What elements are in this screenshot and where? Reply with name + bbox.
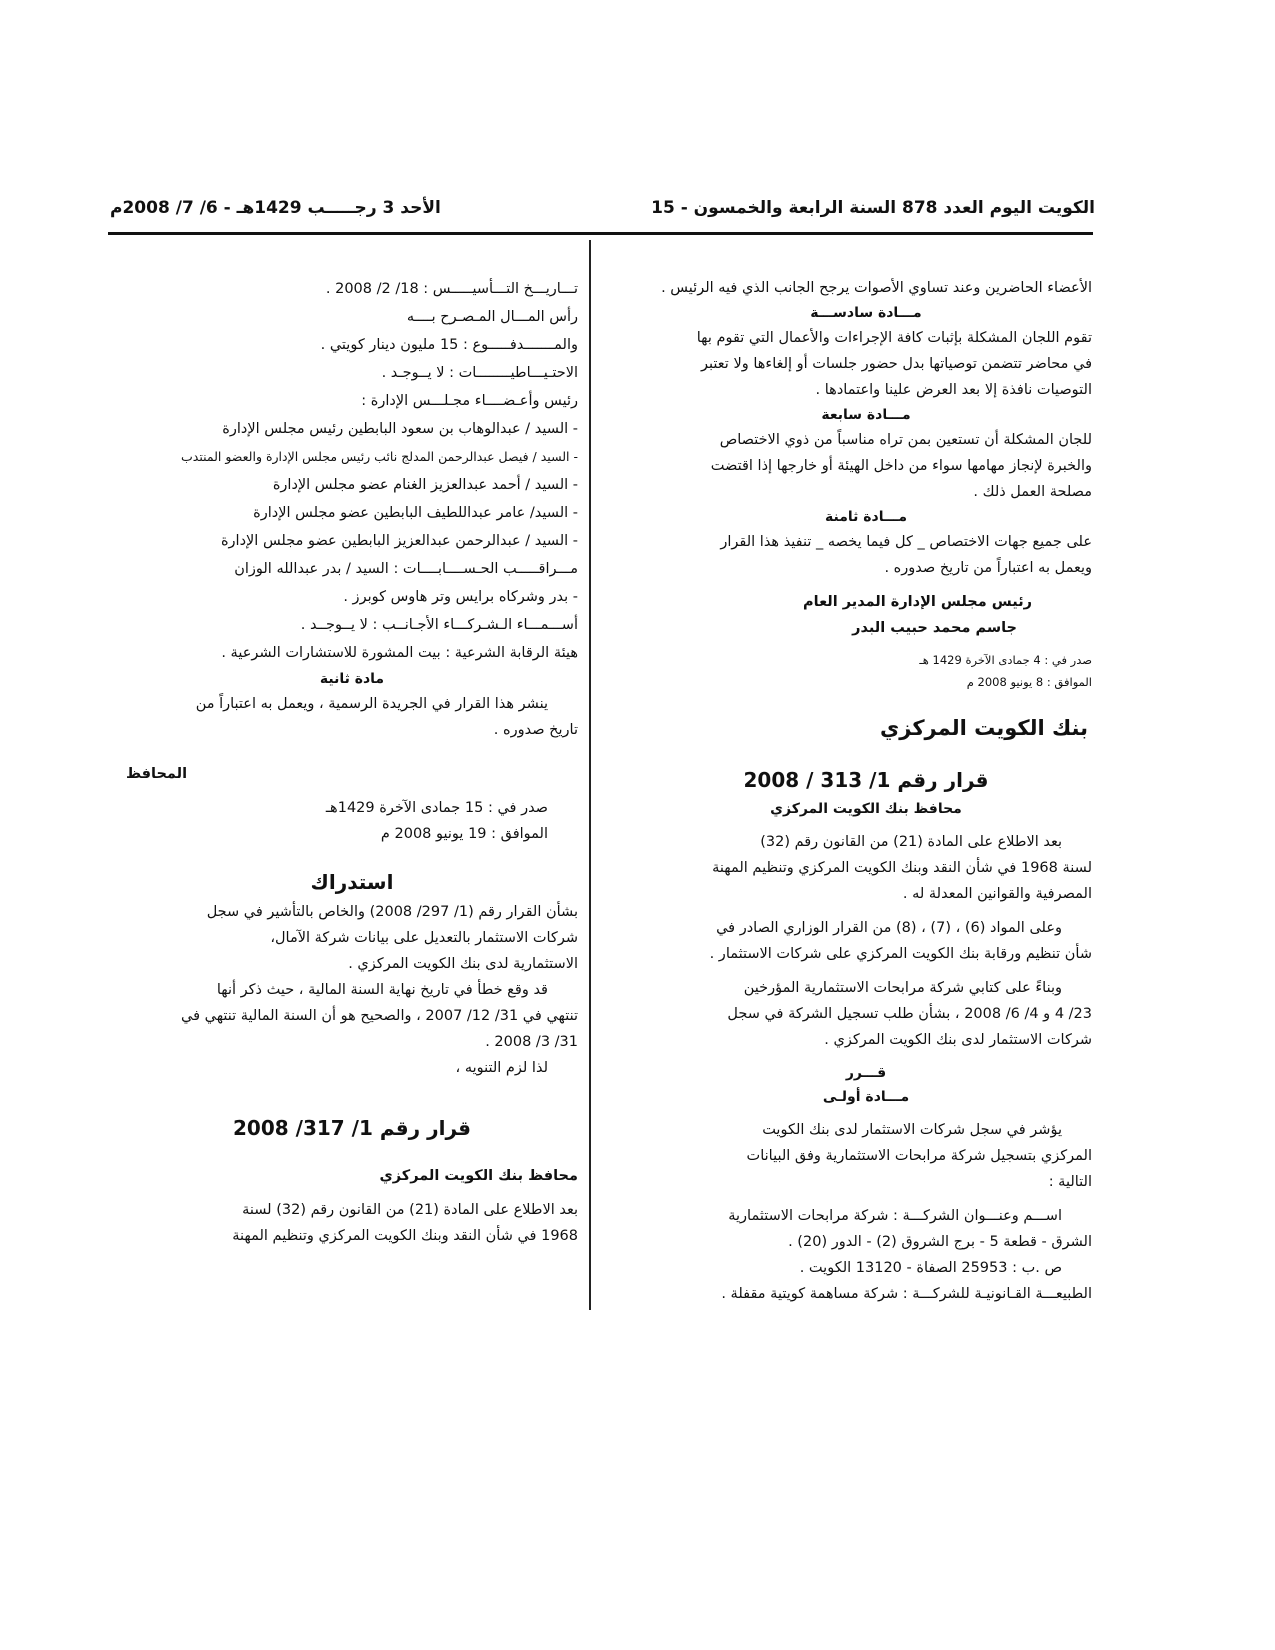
right-column <box>640 275 1092 1307</box>
article-heading: مـــادة سادســـة <box>810 305 922 321</box>
signature-title: رئيس مجلس الإدارة المدير العام <box>803 594 1032 610</box>
text-line: الاحتـيـــاطيــــــــات : لا يــوجـد . <box>381 365 578 381</box>
text-line: ينشر هذا القرار في الجريدة الرسمية ، ويعمل به اعتباراً من <box>195 696 548 712</box>
text-line: رئيس وأعـضــــاء مجـلـــس الإدارة : <box>361 393 578 409</box>
issuer-heading: محافظ بنك الكويت المركزي <box>379 1168 578 1184</box>
text-line: 1968 في شأن النقد وبنك الكويت المركزي وتنظيم المهنة <box>232 1228 578 1244</box>
text-line: بعد الاطلاع على المادة (21) من القانون رقم (32) <box>760 834 1062 850</box>
text-line: لذا لزم التنويه ، <box>455 1060 548 1076</box>
text-line: شركات الاستثمار بالتعديل على بيانات شركة الآمال، <box>270 930 578 946</box>
text-line: رأس المـــال المـصـرح بــــه <box>406 309 578 325</box>
text-line: وبناءً على كتابي شركة مرابحات الاستثمارية المؤرخين <box>743 980 1062 996</box>
decision-verb: قـــرر <box>845 1065 887 1081</box>
left-column <box>126 275 578 1249</box>
text-line: والخبرة لإنجاز مهامها سواء من داخل الهيئة أو خارجها إذا اقتضت <box>710 458 1092 474</box>
correction-title: استدراك <box>310 870 394 894</box>
text-line: المصرفية والقوانين المعدلة له . <box>902 886 1092 902</box>
issuer-heading: محافظ بنك الكويت المركزي <box>770 801 962 817</box>
text-line: مصلحة العمل ذلك . <box>973 484 1092 500</box>
header-rule-left <box>108 232 588 235</box>
text-line: الأعضاء الحاضرين وعند تساوي الأصوات يرجح الجانب الذي فيه الرئيس . <box>661 280 1092 296</box>
text-line: على جميع جهات الاختصاص _ كل فيما يخصه _ تنفيذ هذا القرار <box>720 534 1092 550</box>
column-divider <box>589 240 591 1310</box>
board-member: - السيد / عبدالرحمن عبدالعزيز البابطين عضو مجلس الإدارة <box>220 533 578 549</box>
text-line: 31/ 3/ 2008 . <box>485 1034 578 1050</box>
text-line: الطبيعـــة القـانونيـة للشركـــة : شركة مساهمة كويتية مقفلة . <box>721 1286 1092 1302</box>
text-line: تنتهي في 31/ 12/ 2007 ، والصحيح هو أن السنة المالية تنتهي في <box>180 1008 578 1024</box>
section-title: بنك الكويت المركزي <box>880 716 1088 740</box>
text-line: التالية : <box>1048 1174 1092 1190</box>
text-line: تـــاريـــخ التـــأسيـــــس : 18/ 2/ 2008 . <box>325 281 578 297</box>
text-line: ص .ب : 25953 الصفاة - 13120 الكويت . <box>799 1260 1062 1276</box>
text-line: الاستثمارية لدى بنك الكويت المركزي . <box>348 956 578 972</box>
board-member: - السيد / فيصل عبدالرحمن المدلج نائب رئيس مجلس الإدارة والعضو المنتدب <box>181 449 578 464</box>
board-member: - السيد/ عامر عبداللطيف البابطين عضو مجلس الإدارة <box>253 505 578 521</box>
auditor-line: - بدر وشركاه برايس وتر هاوس كوبرز . <box>343 589 578 605</box>
header-rule-right <box>588 232 1093 235</box>
text-line: قد وقع خطأ في تاريخ نهاية السنة المالية ، حيث ذكر أنها <box>216 982 548 998</box>
text-line: الشرق - قطعة 5 - برج الشروق (2) - الدور (20) . <box>788 1234 1092 1250</box>
text-line: ويعمل به اعتباراً من تاريخ صدوره . <box>884 560 1092 576</box>
text-line: بشأن القرار رقم (1/ 297/ 2008) والخاص بالتأشير في سجل <box>206 904 578 920</box>
issue-date-gregorian: الموافق : 19 يونيو 2008 م <box>380 826 548 842</box>
article-heading: مـــادة ثامنة <box>825 509 907 525</box>
text-line: 23/ 4 و 4/ 6/ 2008 ، بشأن طلب تسجيل الشركة في سجل <box>727 1006 1092 1022</box>
text-line: في محاضر تتضمن توصياتها بدل حضور جلسات أو إلغاءها ولا تعتبر <box>701 356 1092 372</box>
board-member: - السيد / عبدالوهاب بن سعود البابطين رئيس مجلس الإدارة <box>222 421 578 437</box>
page-header-issue: الكويت اليوم العدد 878 السنة الرابعة والخمسون - 15 <box>651 198 1095 218</box>
auditor-line: مـــراقـــــب الحـســــابــــات : السيد / بدر عبدالله الوزان <box>234 561 578 577</box>
text-line: يؤشر في سجل شركات الاستثمار لدى بنك الكويت <box>762 1122 1062 1138</box>
page-header-date: الأحد 3 رجـــــب 1429هـ - 6/ 7/ 2008م <box>110 198 441 218</box>
text-line: شركات الاستثمار لدى بنك الكويت المركزي . <box>824 1032 1092 1048</box>
text-line: تاريخ صدوره . <box>493 722 578 738</box>
decision-title: قرار رقم 1/ 317/ 2008 <box>232 1116 472 1140</box>
issue-date: صدر في : 15 جمادى الآخرة 1429هـ <box>325 800 548 816</box>
signature-name: جاسم محمد حبيب البدر <box>852 620 1017 636</box>
text-line: شأن تنظيم ورقابة بنك الكويت المركزي على شركات الاستثمار . <box>709 946 1092 962</box>
issue-date-gregorian: الموافق : 8 يونيو 2008 م <box>966 675 1092 689</box>
text-line: لسنة 1968 في شأن النقد وبنك الكويت المركزي وتنظيم المهنة <box>712 860 1092 876</box>
text-line: والمـــــــدفـــــوع : 15 مليون دينار كويتي . <box>320 337 578 353</box>
text-line: بعد الاطلاع على المادة (21) من القانون رقم (32) لسنة <box>242 1202 578 1218</box>
article-heading: مـــادة أولـى <box>822 1089 910 1105</box>
sharia-board-line: هيئة الرقابة الشرعية : بيت المشورة للاستشارات الشرعية . <box>221 645 578 661</box>
text-line: التوصيات نافذة إلا بعد العرض علينا واعتمادها . <box>815 382 1092 398</box>
text-line: وعلى المواد (6) ، (7) ، (8) من القرار الوزاري الصادر في <box>716 920 1062 936</box>
signature-title: المحافظ <box>126 766 188 782</box>
text-line: المركزي بتسجيل شركة مرابحات الاستثمارية وفق البيانات <box>746 1148 1092 1164</box>
text-line: اســـم وعنـــوان الشركـــة : شركة مرابحات الاستثمارية <box>728 1208 1062 1224</box>
article-heading: مادة ثانية <box>319 671 385 687</box>
decision-title: قرار رقم 1/ 313 / 2008 <box>743 768 989 792</box>
foreign-partners-line: أســـمـــاء الـشـركـــاء الأجـانــب : لا يــوجــد . <box>300 617 578 633</box>
text-line: تقوم اللجان المشكلة بإثبات كافة الإجراءات والأعمال التي تقوم بها <box>696 330 1092 346</box>
issue-date: صدر في : 4 جمادى الآخرة 1429 هـ <box>919 653 1092 667</box>
article-heading: مـــادة سابعة <box>821 407 911 423</box>
text-line: للجان المشكلة أن تستعين بمن تراه مناسباً من ذوي الاختصاص <box>719 432 1092 448</box>
board-member: - السيد / أحمد عبدالعزيز الغنام عضو مجلس الإدارة <box>272 477 578 493</box>
